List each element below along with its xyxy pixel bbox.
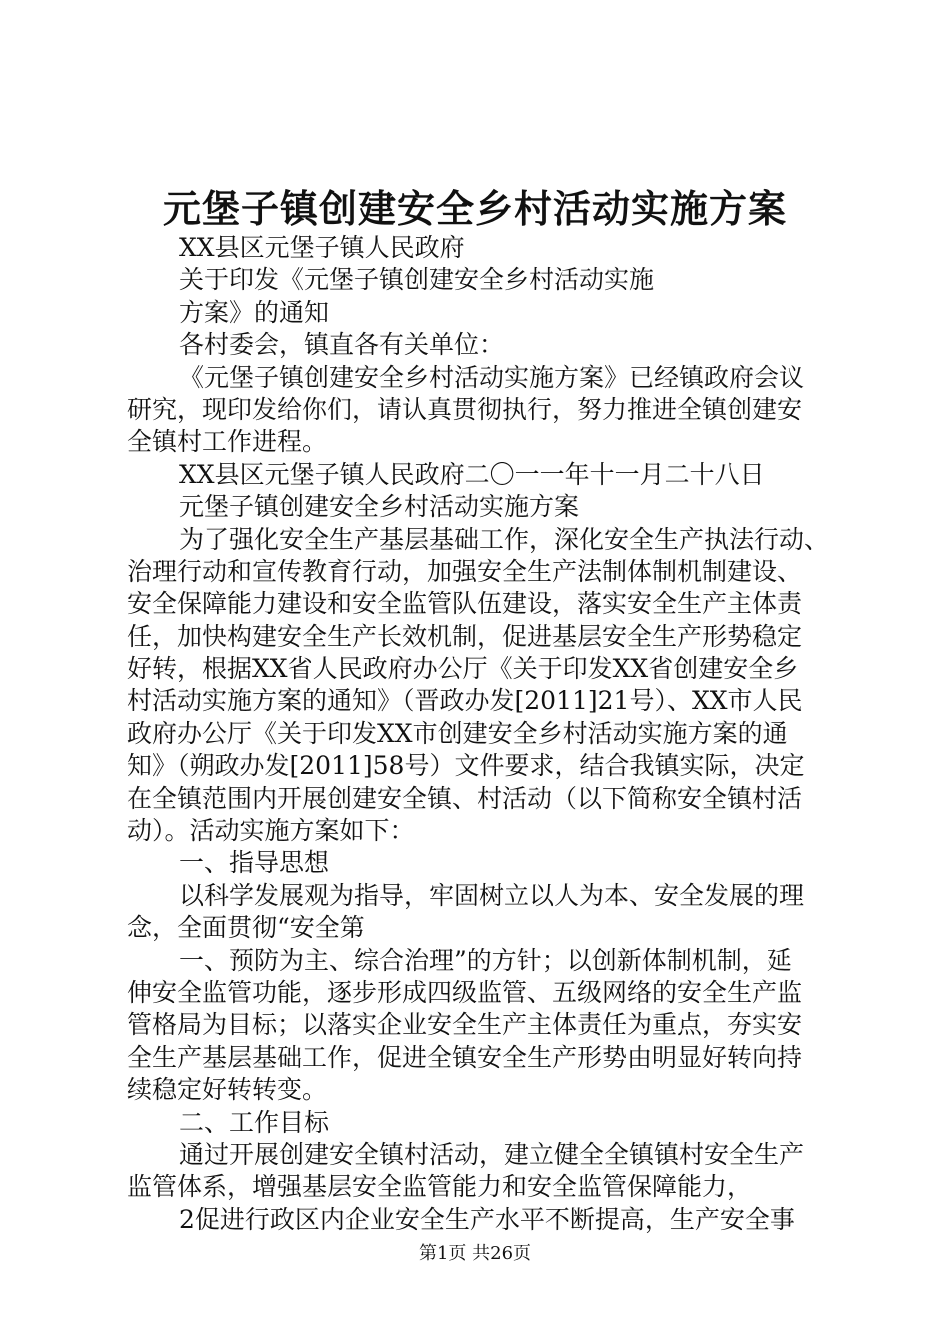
body-line: 续稳定好转转变。: [127, 1075, 328, 1105]
body-line: 安全保障能力建设和安全监管队伍建设，落实安全生产主体责: [127, 589, 803, 619]
section-heading: 一、指导思想: [179, 848, 330, 878]
body-line: 政府办公厅《关于印发XX市创建安全乡村活动实施方案的通: [127, 718, 788, 748]
body-line: 管格局为目标；以落实企业安全生产主体责任为重点，夯实安: [127, 1010, 803, 1040]
body-line: 村活动实施方案的通知》（晋政办发[2011]21号）、XX市人民: [127, 686, 803, 716]
document-body: [127, 232, 830, 1236]
body-line: 治理行动和宣传教育行动，加强安全生产法制体制机制建设、: [127, 556, 803, 586]
body-line: XX县区元堡子镇人民政府: [179, 233, 465, 262]
body-line: 通过开展创建安全镇村活动，建立健全全镇镇村安全生产: [179, 1139, 805, 1169]
section-heading: 二、工作目标: [179, 1107, 330, 1137]
body-line: 动）。活动实施方案如下：: [127, 816, 415, 846]
body-line: 一、预防为主、综合治理”的方针；以创新体制机制，延: [179, 945, 792, 975]
body-line: 元堡子镇创建安全乡村活动实施方案: [179, 492, 580, 522]
body-line: 好转，根据XX省人民政府办公厅《关于印发XX省创建安全乡: [127, 654, 799, 684]
body-line: 为了强化安全生产基层基础工作，深化安全生产执法行动、: [179, 524, 830, 554]
body-line: 《元堡子镇创建安全乡村活动实施方案》已经镇政府会议: [179, 362, 805, 392]
body-line: 在全镇范围内开展创建安全镇、村活动（以下简称安全镇村活: [127, 783, 803, 813]
body-line: 方案》的通知: [179, 297, 330, 327]
body-line: 全镇村工作进程。: [127, 427, 328, 457]
body-line: 监管体系，增强基层安全监管能力和安全监管保障能力，: [127, 1172, 753, 1202]
body-line: 以科学发展观为指导，牢固树立以人为本、安全发展的理: [179, 880, 805, 910]
body-line: XX县区元堡子镇人民政府二〇一一年十一月二十八日: [179, 459, 765, 489]
body-line: 关于印发《元堡子镇创建安全乡村活动实施: [179, 265, 655, 295]
body-line: 知》（朔政办发[2011]58号）文件要求，结合我镇实际，决定: [127, 751, 805, 781]
body-line: 2促进行政区内企业安全生产水平不断提高，生产安全事: [179, 1204, 795, 1234]
document-title: 元堡子镇创建安全乡村活动实施方案: [162, 186, 787, 231]
body-line: 各村委会，镇直各有关单位：: [179, 330, 505, 360]
body-line: 伸安全监管功能，逐步形成四级监管、五级网络的安全生产监: [127, 977, 803, 1007]
body-line: 全生产基层基础工作，促进全镇安全生产形势由明显好转向持: [127, 1042, 803, 1072]
body-line: 研究，现印发给你们，请认真贯彻执行，努力推进全镇创建安: [127, 394, 803, 424]
body-line: 任，加快构建安全生产长效机制，促进基层安全生产形势稳定: [127, 621, 803, 651]
page-indicator: 第1页 共26页: [418, 1243, 532, 1264]
body-line: 念，全面贯彻“安全第: [127, 913, 365, 943]
